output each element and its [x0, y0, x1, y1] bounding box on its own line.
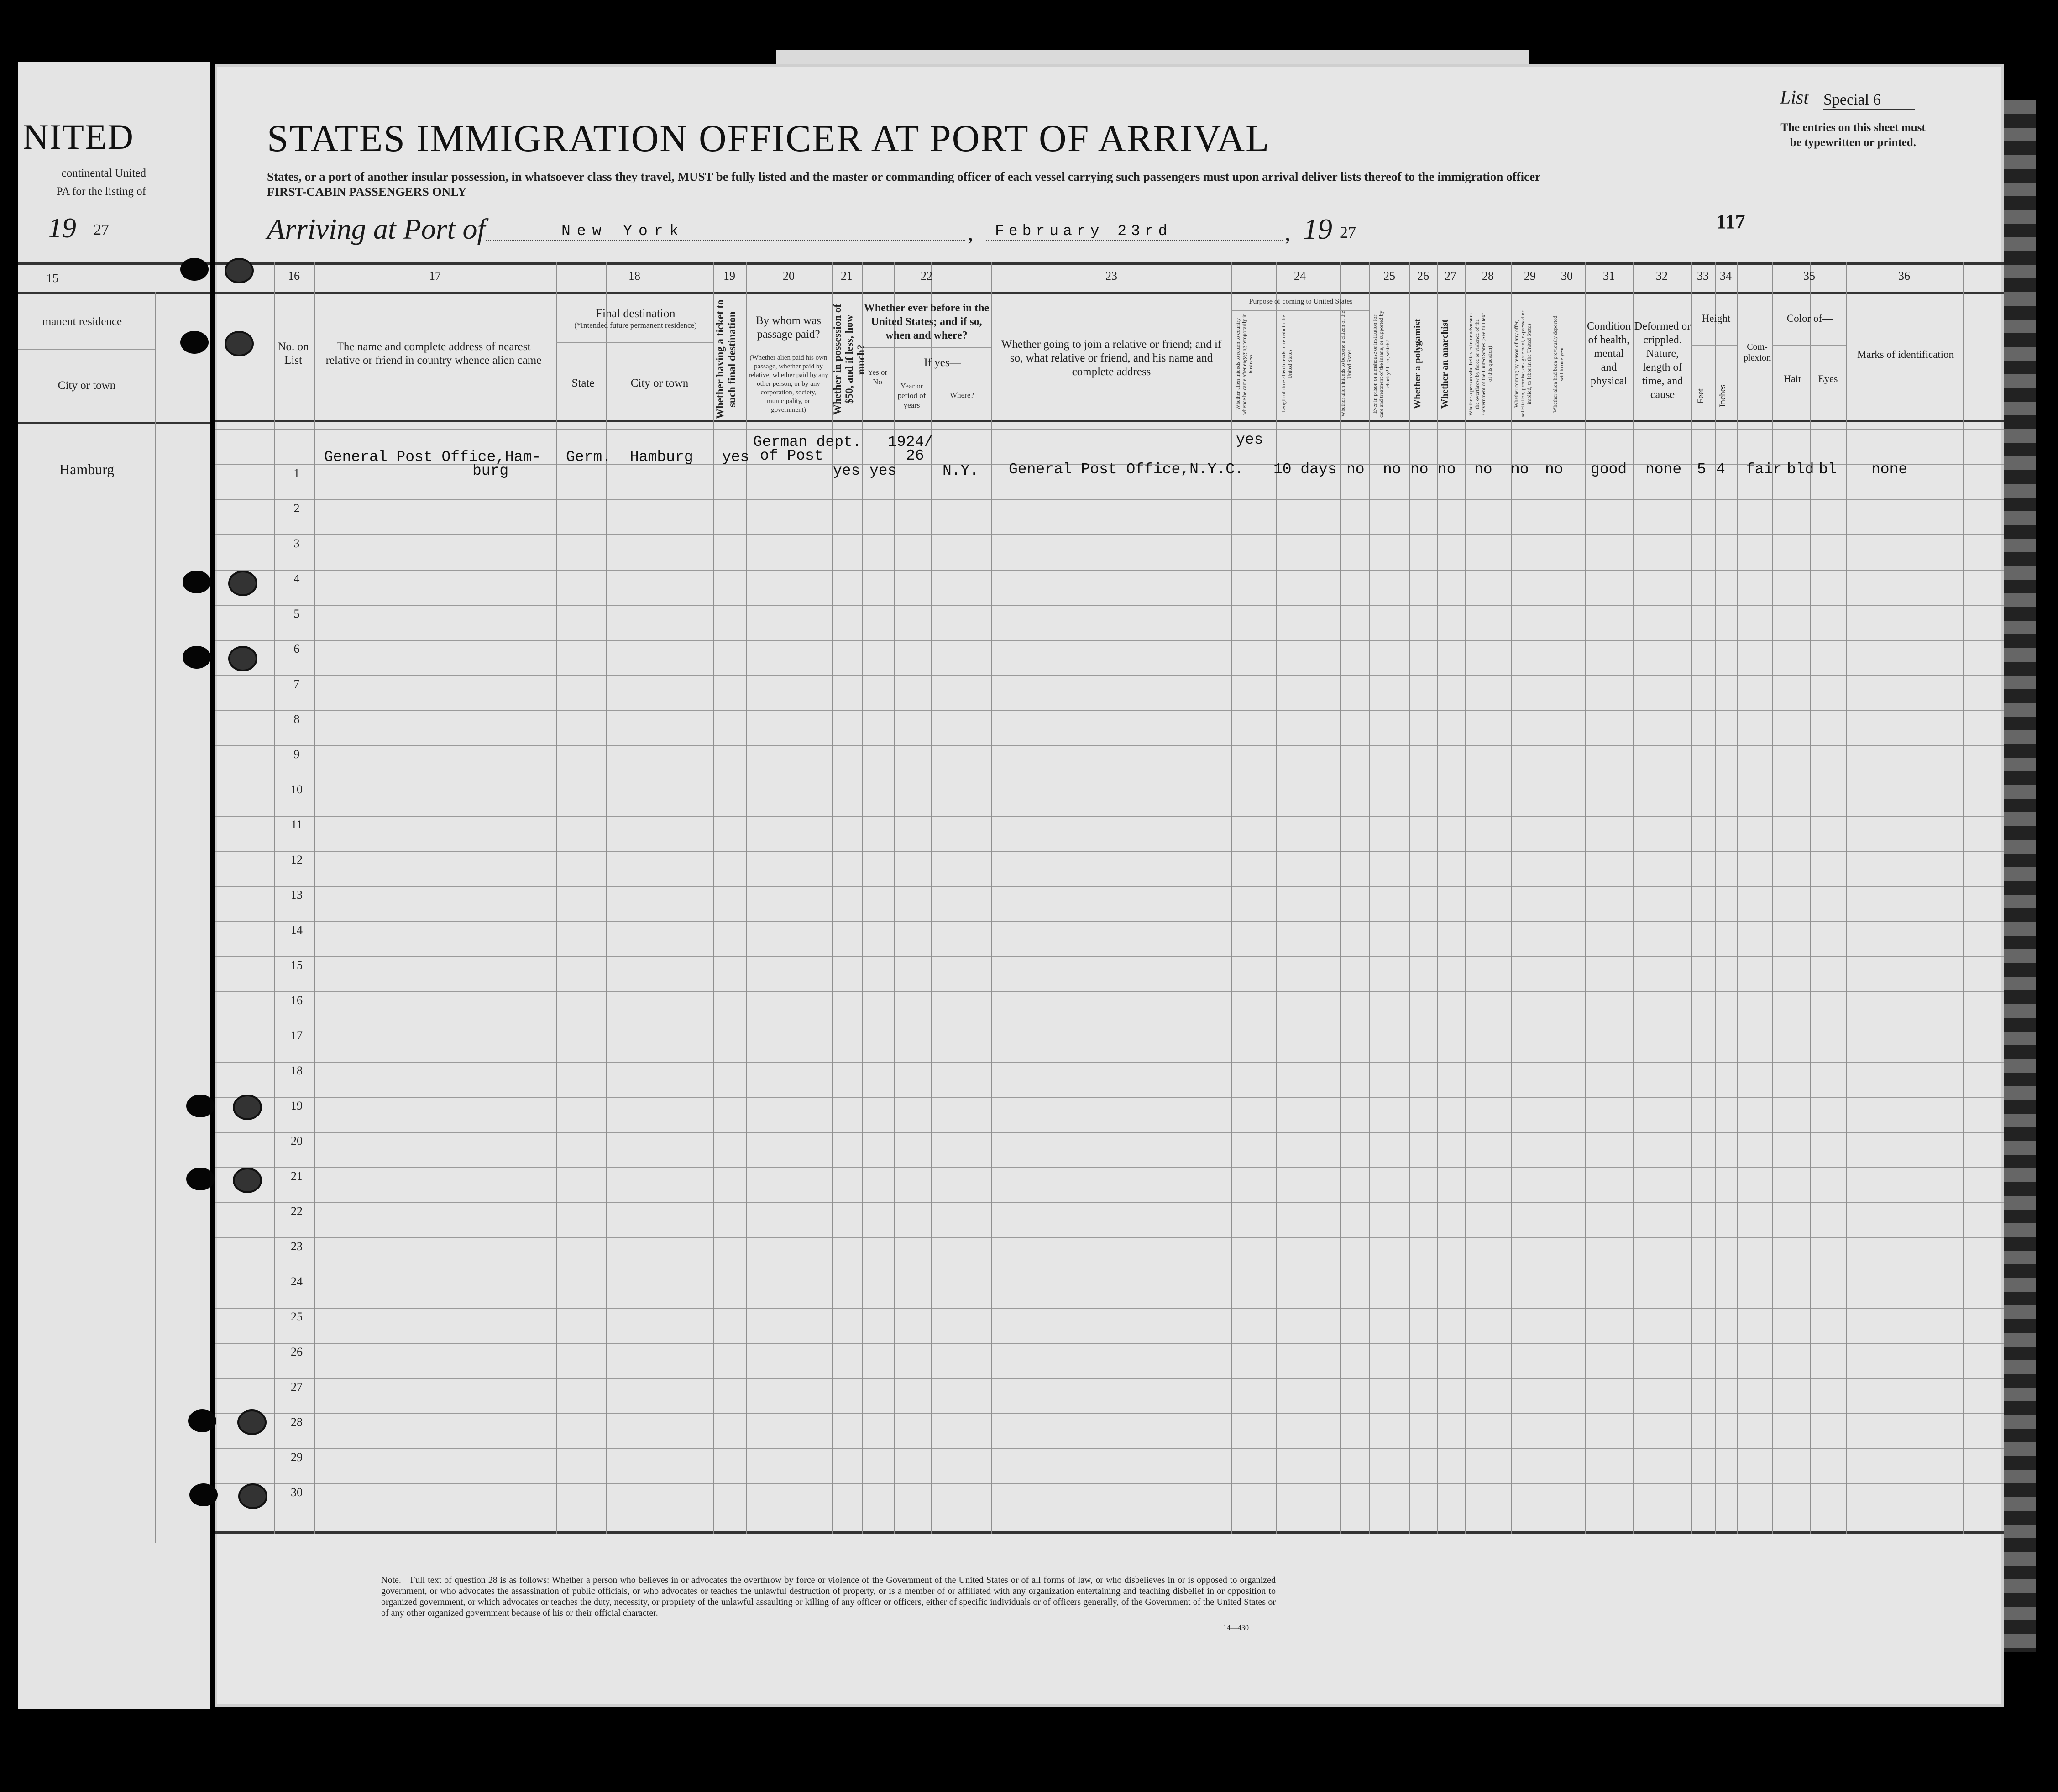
entry-passage-1: German dept. — [753, 434, 862, 451]
column-number: 35 — [1803, 269, 1815, 283]
row-number: 18 — [291, 1064, 303, 1077]
left-rule-2 — [18, 292, 210, 294]
column-line — [832, 262, 833, 1534]
row-line — [215, 499, 2004, 500]
manifest-page — [215, 64, 2004, 1707]
punch-hole — [238, 1483, 267, 1509]
column-number: 19 — [723, 269, 735, 283]
row-number: 21 — [291, 1169, 303, 1183]
entry-overthrow: no — [1474, 461, 1492, 478]
row-number: 30 — [291, 1486, 303, 1499]
header-labor-offer: Whether coming by reason of any offer, solicitation, promise, or agreement, expressed or implied, to labor in the United States — [1513, 310, 1532, 418]
row-line — [215, 1202, 2004, 1203]
header-inches: Inches — [1718, 384, 1728, 408]
column-number: 28 — [1482, 269, 1494, 283]
row-line — [215, 1378, 2004, 1379]
entry-passage-2: of Post — [760, 447, 823, 464]
row-number: 10 — [291, 783, 303, 796]
column-line — [274, 262, 275, 1534]
row-line — [215, 1132, 2004, 1133]
header-anarchist: Whether an anarchist — [1439, 319, 1450, 409]
entry-relative-address-2: burg — [472, 462, 509, 479]
entry-deported: no — [1545, 461, 1563, 478]
row-line — [215, 816, 2004, 817]
header-if-yes: If yes— — [924, 356, 961, 369]
row-number: 22 — [291, 1205, 303, 1218]
column-number: 30 — [1561, 269, 1573, 283]
punch-hole — [186, 1168, 215, 1190]
punch-hole — [188, 1409, 216, 1432]
header-passage-paid: By whom was passage paid? — [755, 314, 822, 341]
entry-years-2: 26 — [906, 447, 924, 464]
column-line — [1231, 262, 1232, 1534]
column-line — [1511, 262, 1512, 1534]
header-health: Condition of health, mental and physical — [1587, 320, 1631, 387]
rule-header-bottom — [215, 420, 2004, 422]
row-number: 4 — [293, 572, 300, 585]
column-line — [1715, 262, 1716, 1534]
header-before-in-us: Whether ever before in the United States; and if so, when and where? — [864, 302, 990, 341]
column-line — [1846, 262, 1847, 1534]
header-color-of: Color of— — [1786, 313, 1833, 324]
column-line — [1369, 262, 1370, 1534]
column-number: 17 — [429, 269, 441, 283]
instructions: States, or a port of another insular possession, in whatsoever class they travel, MUST be fully listed and the master or commanding officer of each vessel carrying such passengers must upon arrival deliver lists thereof to the immigration officer — [267, 170, 1541, 183]
column-line — [1810, 262, 1811, 1534]
column-line — [1409, 262, 1410, 1534]
column-number: 32 — [1656, 269, 1668, 283]
row-number: 14 — [291, 923, 303, 937]
column-line — [1585, 262, 1586, 1534]
subheader-line — [18, 349, 155, 350]
header-deformed: Deformed or crippled. Nature, length of time, and cause — [1634, 320, 1691, 401]
header-passage-paid-note: (Whether alien paid his own passage, whether paid by relative, whether paid by any other person, or by any corporation, society, municipality, or government) — [749, 354, 828, 414]
header-complexion: Com-plexion — [1744, 342, 1771, 363]
column-line — [991, 262, 992, 1534]
column-line — [1465, 262, 1466, 1534]
row-line — [215, 675, 2004, 676]
row-number: 6 — [293, 642, 300, 655]
column-line — [1437, 262, 1438, 1534]
header-city: City or town — [630, 377, 689, 389]
subheader-line — [1691, 345, 1737, 346]
row-line — [215, 1308, 2004, 1309]
row-number: 12 — [291, 853, 303, 866]
row-line — [215, 605, 2004, 606]
row-line — [215, 1062, 2004, 1063]
row-number: 19 — [291, 1099, 303, 1112]
entry-years-1: 1924/ — [888, 434, 933, 451]
entries-note-1: The entries on this sheet must — [1780, 121, 1926, 134]
list-label: List — [1780, 87, 1809, 108]
row-line — [215, 1343, 2004, 1344]
column-line — [1737, 262, 1738, 1534]
punch-hole — [183, 646, 211, 669]
column-number: 16 — [288, 269, 300, 283]
entry-feet: 5 — [1697, 461, 1706, 478]
entry-ticket: yes — [722, 449, 749, 466]
column-number: 27 — [1445, 269, 1456, 283]
row-number: 7 — [293, 677, 300, 691]
header-where: Where? — [950, 391, 974, 399]
column-line — [1340, 262, 1341, 1534]
year-prefix: 19 — [1303, 213, 1332, 245]
row-line — [215, 1167, 2004, 1168]
header-fifty-dollars: Whether in possession of $50, and if less, how much? — [832, 304, 867, 415]
row-line — [215, 1237, 2004, 1238]
row-line — [215, 851, 2004, 852]
header-polygamist: Whether a polygamist — [1412, 319, 1423, 409]
header-height: Height — [1702, 313, 1731, 324]
header-citizen-intent: Whether alien intends to become a citizen of the United States — [1340, 311, 1352, 417]
column-line — [713, 262, 714, 1534]
port-value: New York — [561, 223, 685, 240]
header-final-destination: Final destination — [596, 307, 676, 320]
page-title: STATES IMMIGRATION OFFICER AT PORT OF ARRIVAL — [267, 117, 1270, 160]
row-number: 9 — [293, 748, 300, 761]
header-state: State — [571, 377, 595, 389]
left-title-fragment: NITED — [23, 117, 134, 157]
entry-where: N.Y. — [943, 462, 979, 479]
header-overthrow: Whether a person who believes in or advocates the overthrow by force or violence of the Government of the United States (See full text of this question) — [1467, 312, 1493, 416]
entry-inches: 4 — [1716, 461, 1725, 478]
column-number: 24 — [1294, 269, 1306, 283]
column-number: 34 — [1720, 269, 1732, 283]
column-number: 18 — [628, 269, 640, 283]
punch-hole — [183, 571, 211, 593]
punch-hole — [186, 1095, 215, 1117]
subheader-line — [556, 342, 713, 343]
punch-hole — [228, 646, 257, 671]
left-rule-3 — [18, 422, 210, 424]
row-number: 29 — [291, 1451, 303, 1464]
row-line — [215, 921, 2004, 922]
entry-prison: no — [1383, 461, 1401, 478]
column-number: 23 — [1105, 269, 1117, 283]
row-number: 24 — [291, 1275, 303, 1288]
header-no-on-list: No. on List — [278, 341, 309, 367]
row-number: 3 — [293, 537, 300, 550]
header-feet: Feet — [1696, 388, 1706, 403]
row-number: 15 — [291, 959, 303, 972]
header-yes-no: Yes or No — [867, 368, 888, 386]
punch-hole — [233, 1095, 262, 1120]
header-length-of-time: Length of time alien intends to remain in the United States — [1280, 315, 1293, 413]
entry-relative-address-1: General Post Office,Ham- — [324, 449, 541, 466]
punch-hole — [180, 258, 209, 281]
row-number: 28 — [291, 1415, 303, 1429]
row-number: 2 — [293, 502, 300, 515]
rule-colnum — [215, 292, 2004, 294]
left-subtitle-1: continental United — [61, 167, 146, 179]
row-line — [215, 710, 2004, 711]
column-line — [1963, 262, 1964, 1534]
row-number: 23 — [291, 1240, 303, 1253]
port-line — [486, 240, 965, 241]
header-ticket: Whether having a ticket to such final destination — [714, 299, 738, 419]
left-subtitle-2: PA for the listing of — [56, 185, 146, 198]
entry-polygamist: no — [1410, 461, 1429, 478]
row-line — [215, 1097, 2004, 1098]
entry-health: good — [1591, 461, 1627, 478]
column-line — [1691, 262, 1692, 1534]
row-number: 27 — [291, 1380, 303, 1394]
entry-eyes: bl — [1819, 461, 1837, 478]
column-line — [862, 262, 863, 1534]
entry-return-intent: yes — [1236, 431, 1263, 448]
row-number: 17 — [291, 1029, 303, 1042]
entry-has-fifty: yes — [833, 462, 860, 479]
year-suffix: 27 — [1340, 223, 1356, 241]
row-number: 13 — [291, 888, 303, 901]
column-number: 22 — [921, 269, 932, 283]
left-divider — [155, 292, 156, 1543]
entry-labor: no — [1511, 461, 1529, 478]
left-permanent-residence: manent residence — [42, 315, 122, 328]
row-line — [215, 570, 2004, 571]
header-deported: Whether alien had been previously deported within one year — [1552, 315, 1565, 413]
column-line — [556, 262, 557, 1534]
sheet-number: 117 — [1716, 210, 1745, 233]
punch-hole — [180, 331, 209, 354]
header-eyes: Eyes — [1818, 373, 1838, 384]
header-relative-address: The name and complete address of nearest relative or friend in country whence alien came — [325, 341, 542, 367]
list-value: Special 6 — [1823, 91, 1915, 110]
header-hair: Hair — [1783, 373, 1802, 384]
row-number: 20 — [291, 1134, 303, 1148]
column-number: 20 — [783, 269, 795, 283]
row-line — [215, 640, 2004, 641]
punch-hole — [225, 331, 254, 356]
entry-state: Germ. — [566, 449, 612, 466]
row-number: 8 — [293, 713, 300, 726]
row-line — [215, 1483, 2004, 1484]
punch-hole — [189, 1483, 218, 1506]
column-line — [1633, 262, 1634, 1534]
punch-hole — [237, 1409, 267, 1435]
header-prison: Ever in prison or almshouse or institution for care and treatment of the insane, or supported by charity? If so, which? — [1372, 310, 1391, 418]
entries-note-2: be typewritten or printed. — [1790, 136, 1916, 149]
entry-before-in-us: yes — [869, 462, 897, 479]
column-line — [314, 262, 315, 1534]
left-city-or-town: City or town — [58, 379, 116, 392]
left-year-prefix: 19 — [48, 213, 76, 244]
form-number: 14—430 — [1223, 1624, 1249, 1632]
date-value: February 23rd — [995, 223, 1172, 240]
column-number: 21 — [841, 269, 853, 283]
punch-hole — [233, 1168, 262, 1193]
row-line — [215, 991, 2004, 992]
comma: , — [968, 220, 974, 245]
row-number: 5 — [293, 607, 300, 620]
subheader-line — [862, 347, 991, 348]
column-number: 26 — [1417, 269, 1429, 283]
subheader-line — [1772, 345, 1846, 346]
header-year-period: Year or period of years — [897, 382, 926, 409]
header-marks: Marks of identification — [1857, 349, 1954, 360]
column-number: 25 — [1383, 269, 1395, 283]
column-number: 29 — [1524, 269, 1536, 283]
header-purpose: Purpose of coming to United States — [1249, 298, 1353, 305]
date-line — [986, 240, 1283, 241]
page-edge — [2004, 100, 2036, 1652]
left-year-suffix: 27 — [94, 221, 109, 238]
header-return-intent: Whether alien intends to return to country whence he came after engaging temporarily in business — [1235, 313, 1254, 415]
punch-hole — [225, 258, 254, 283]
entry-joining: General Post Office,N.Y.C. — [1009, 461, 1244, 478]
row-number: 16 — [291, 994, 303, 1007]
rule-table-bottom — [215, 1531, 2004, 1534]
row-number: 11 — [291, 818, 303, 831]
row-number: 26 — [291, 1345, 303, 1358]
header-final-destination-note: (*Intended future permanent residence) — [574, 321, 697, 330]
comma-2: , — [1285, 220, 1291, 245]
left-row1-city: Hamburg — [59, 461, 115, 477]
rule-top — [215, 262, 2004, 265]
column-line — [1276, 262, 1277, 1534]
column-line — [931, 262, 932, 1534]
row-line — [215, 1413, 2004, 1414]
row-line — [215, 745, 2004, 746]
cabin-class: FIRST-CABIN PASSENGERS ONLY — [267, 185, 467, 199]
entry-citizen: no — [1346, 461, 1365, 478]
punch-hole — [228, 571, 257, 596]
column-number: 33 — [1697, 269, 1709, 283]
left-page — [18, 62, 210, 1709]
column-line — [1772, 262, 1773, 1534]
header-joining-relative: Whether going to join a relative or friend; and if so, what relative or friend, and his name and complete address — [1001, 338, 1222, 378]
row-line — [215, 956, 2004, 957]
row-line — [215, 534, 2004, 535]
entry-length-of-stay: 10 days — [1273, 461, 1337, 478]
row-number: 1 — [293, 466, 300, 480]
entry-anarchist: no — [1438, 461, 1456, 478]
entry-complexion: fair — [1746, 461, 1782, 478]
entry-marks: none — [1871, 461, 1908, 478]
row-number: 25 — [291, 1310, 303, 1323]
row-line — [215, 429, 2004, 430]
column-line — [894, 262, 895, 1534]
footer-note: Note.—Full text of question 28 is as follows: Whether a person who believes in or advocates the overthrow by force or violence of the Government of the United States or of all forms of law, or who disbelieves in or is opposed to organized government, or who advocates the assassination of public officials, or who advocates or teaches the unlawful destruction of property, or is a member of or affiliated with any organization entertaining and teaching disbelief in or opposition to organized government, or which advocates or teaches the duty, necessity, or propriety of the unlawful assaulting or killing of any officer or officers, either of specific individuals or of officers generally, of the Government of the United States or of any other organized government because of his or their official character. — [381, 1575, 1276, 1618]
entry-deformed: none — [1645, 461, 1682, 478]
column-number: 31 — [1603, 269, 1615, 283]
arriving-label: Arriving at Port of — [267, 213, 486, 245]
entry-city: Hamburg — [630, 449, 693, 466]
row-line — [215, 1448, 2004, 1449]
entry-hair: bld — [1787, 461, 1814, 478]
column-number: 36 — [1898, 269, 1910, 283]
left-col15-number: 15 — [47, 272, 58, 285]
row-line — [215, 886, 2004, 887]
